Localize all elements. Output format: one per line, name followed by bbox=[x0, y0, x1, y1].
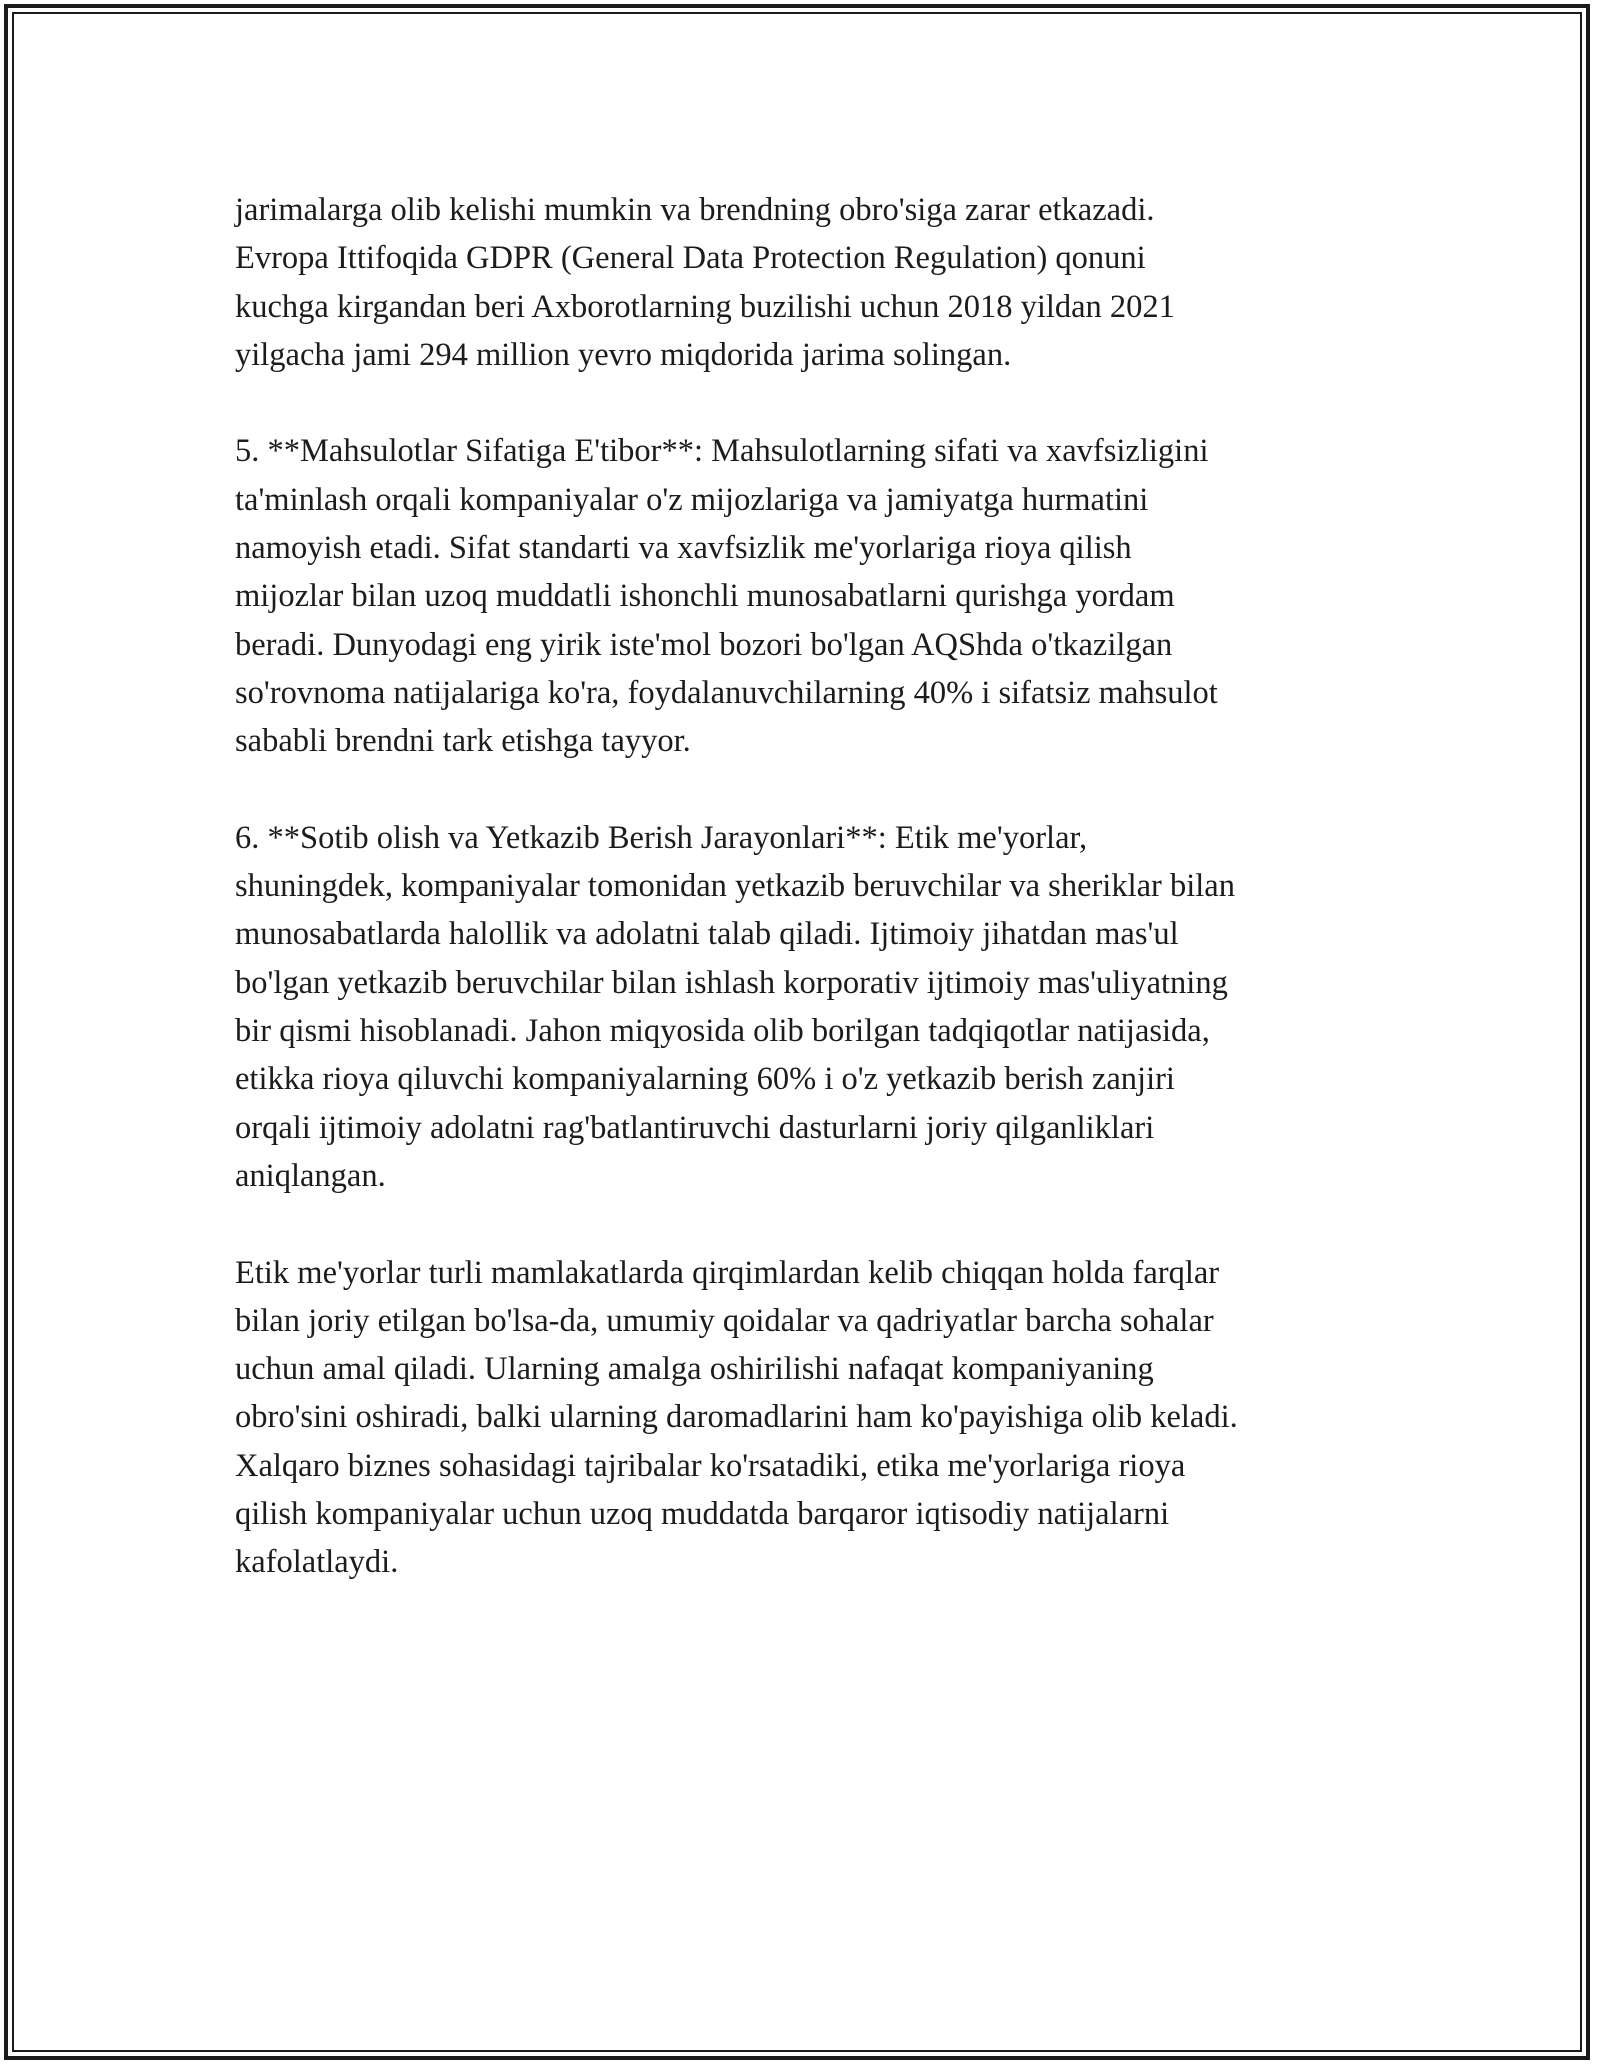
paragraph-product-quality: 5. **Mahsulotlar Sifatiga E'tibor**: Mahsulotlarning sifati va xavfsizligini ta'minlash orqali kompaniyalar o'z mijozlariga va jamiyatga hurmatini namoyish etadi. Sifat standarti va xavfsizlik me'yorlariga rioya qilish mijozlar bilan uzoq muddatli ishonchli munosabatlarni qurishga yordam beradi. Dunyodagi eng yirik iste'mol bozori bo'lgan AQShda o'tkazilgan so'rovnoma natijalariga ko'ra, foydalanuvchilarning 40% i sifatsiz mahsulot sababli brendni tark etishga tayyor. bbox=[235, 433, 1218, 760]
paragraph-conclusion: Etik me'yorlar turli mamlakatlarda qirqimlardan kelib chiqqan holda farqlar bilan joriy etilgan bo'lsa-da, umumiy qoidalar va qadriyatlar barcha sohalar uchun amal qiladi. Ularning amalga oshirilishi nafaqat kompaniyaning obro'sini oshiradi, balki ularning daromadlarini ham ko'payishiga olib keladi. Xalqaro biznes sohasidagi tajribalar ko'rsatadiki, etika me'yorlariga rioya qilish kompaniyalar uchun uzoq muddatda barqaror iqtisodiy natijalarni kafolatlaydi. bbox=[235, 1254, 1238, 1581]
document-body bbox=[235, 186, 1375, 1587]
paragraph-supply-chain: 6. **Sotib olish va Yetkazib Berish Jarayonlari**: Etik me'yorlar, shuningdek, kompaniyalar tomonidan yetkazib beruvchilar va sheriklar bilan munosabatlarda halollik va adolatni talab qiladi. Ijtimoiy jihatdan mas'ul bo'lgan yetkazib beruvchilar bilan ishlash korporativ ijtimoiy mas'uliyatning bir qismi hisoblanadi. Jahon miqyosida olib borilgan tadqiqotlar natijasida, etikka rioya qiluvchi kompaniyalarning 60% i o'z yetkazib berish zanjiri orqali ijtimoiy adolatni rag'batlantiruvchi dasturlarni joriy qilganliklari aniqlangan. bbox=[235, 819, 1235, 1194]
paragraph-gdpr-fines: jarimalarga olib kelishi mumkin va brendning obro'siga zarar etkazadi. Evropa Ittifoqida GDPR (General Data Protection Regulation) qonuni kuchga kirgandan beri Axborotlarning buzilishi uchun 2018 yildan 2021 yilgacha jami 294 million yevro miqdorida jarima solingan. bbox=[235, 192, 1175, 373]
